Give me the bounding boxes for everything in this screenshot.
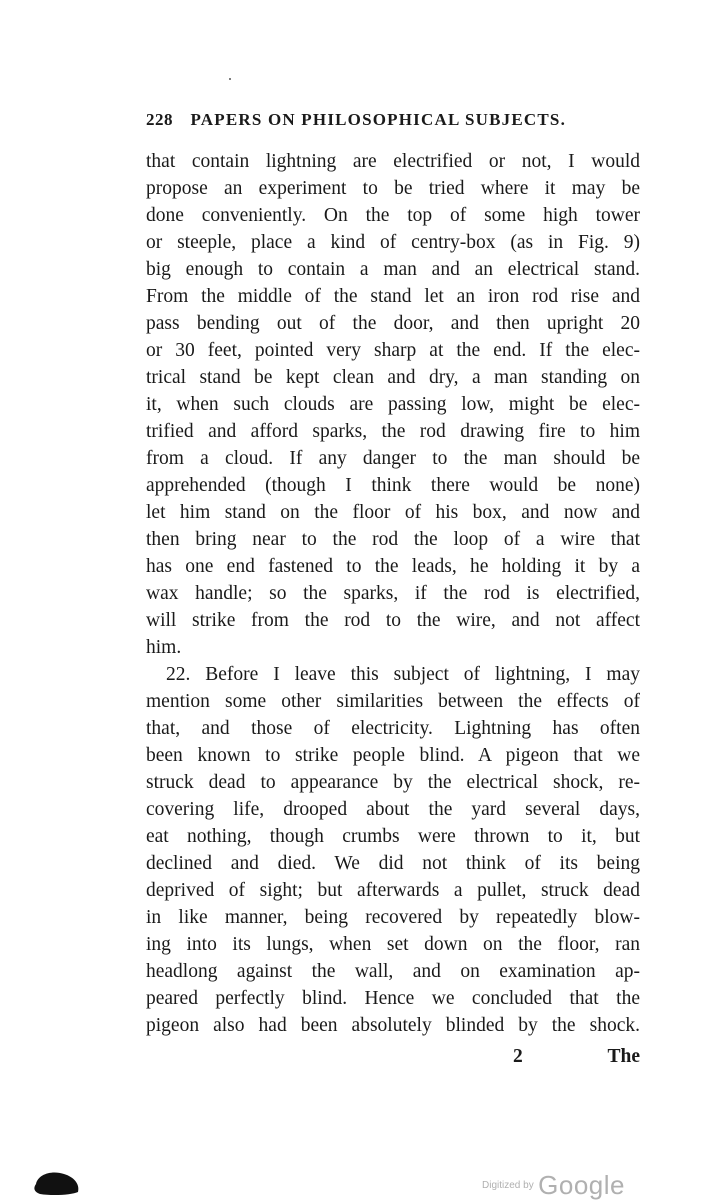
running-title: PAPERS ON PHILOSOPHICAL SUBJECTS. (190, 110, 567, 129)
page-footer (146, 1043, 640, 1070)
text-line: or steeple, place a kind of centry-box (as in Fig. 9) (146, 232, 640, 253)
text-line: let him stand on the floor of his box, and now and (146, 502, 640, 523)
text-line: in like manner, being recovered by repeatedly blow- (146, 907, 640, 928)
catchword: The (607, 1046, 640, 1067)
text-line: covering life, drooped about the yard several days, (146, 799, 640, 820)
text-line: declined and died. We did not think of its being (146, 853, 640, 874)
page-number: 228 (146, 110, 173, 129)
text-line: mention some other similarities between the effects of (146, 691, 640, 712)
text-line: from a cloud. If any danger to the man should be (146, 448, 640, 469)
watermark-prefix: Digitized by (482, 1180, 534, 1191)
text-line: that, and those of electricity. Lightning has often (146, 718, 640, 739)
text-line: headlong against the wall, and on examination ap- (146, 961, 640, 982)
signature-mark: 2 (513, 1046, 523, 1067)
text-line: will strike from the rod to the wire, and not affect (146, 610, 640, 631)
text-line: trified and afford sparks, the rod drawing fire to him (146, 421, 640, 442)
text-line: pass bending out of the door, and then upright 20 (146, 313, 640, 334)
watermark-brand: Google (538, 1170, 625, 1200)
text-line: that contain lightning are electrified or not, I would (146, 151, 640, 172)
ink-speck (229, 78, 231, 80)
text-line: struck dead to appearance by the electrical shock, re- (146, 772, 640, 793)
text-line: then bring near to the rod the loop of a wire that (146, 529, 640, 550)
text-line: apprehended (though I think there would be none) (146, 475, 640, 496)
ink-blot (32, 1168, 82, 1196)
text-line: trical stand be kept clean and dry, a man standing on (146, 367, 640, 388)
text-line: done conveniently. On the top of some high tower (146, 205, 640, 226)
text-line: From the middle of the stand let an iron rod rise and (146, 286, 640, 307)
text-line: wax handle; so the sparks, if the rod is electrified, (146, 583, 640, 604)
running-head (146, 110, 640, 130)
text-line: pigeon also had been absolutely blinded by the shock. (146, 1015, 640, 1036)
text-line: propose an experiment to be tried where it may be (146, 178, 640, 199)
text-line: been known to strike people blind. A pigeon that we (146, 745, 640, 766)
text-line: big enough to contain a man and an electrical stand. (146, 259, 640, 280)
text-line: peared perfectly blind. Hence we concluded that the (146, 988, 640, 1009)
text-line: it, when such clouds are passing low, might be elec- (146, 394, 640, 415)
body-text (146, 148, 640, 1039)
text-line: or 30 feet, pointed very sharp at the end. If the elec- (146, 340, 640, 361)
text-line: ing into its lungs, when set down on the floor, ran (146, 934, 640, 955)
text-line: eat nothing, though crumbs were thrown to it, but (146, 826, 640, 847)
text-line: deprived of sight; but afterwards a pullet, struck dead (146, 880, 640, 901)
digitization-watermark (482, 1170, 625, 1201)
text-line: has one end fastened to the leads, he holding it by a (146, 556, 640, 577)
text-line: him. (146, 637, 182, 658)
paragraph-start: 22. Before I leave this subject of lightning, I may (166, 664, 640, 685)
